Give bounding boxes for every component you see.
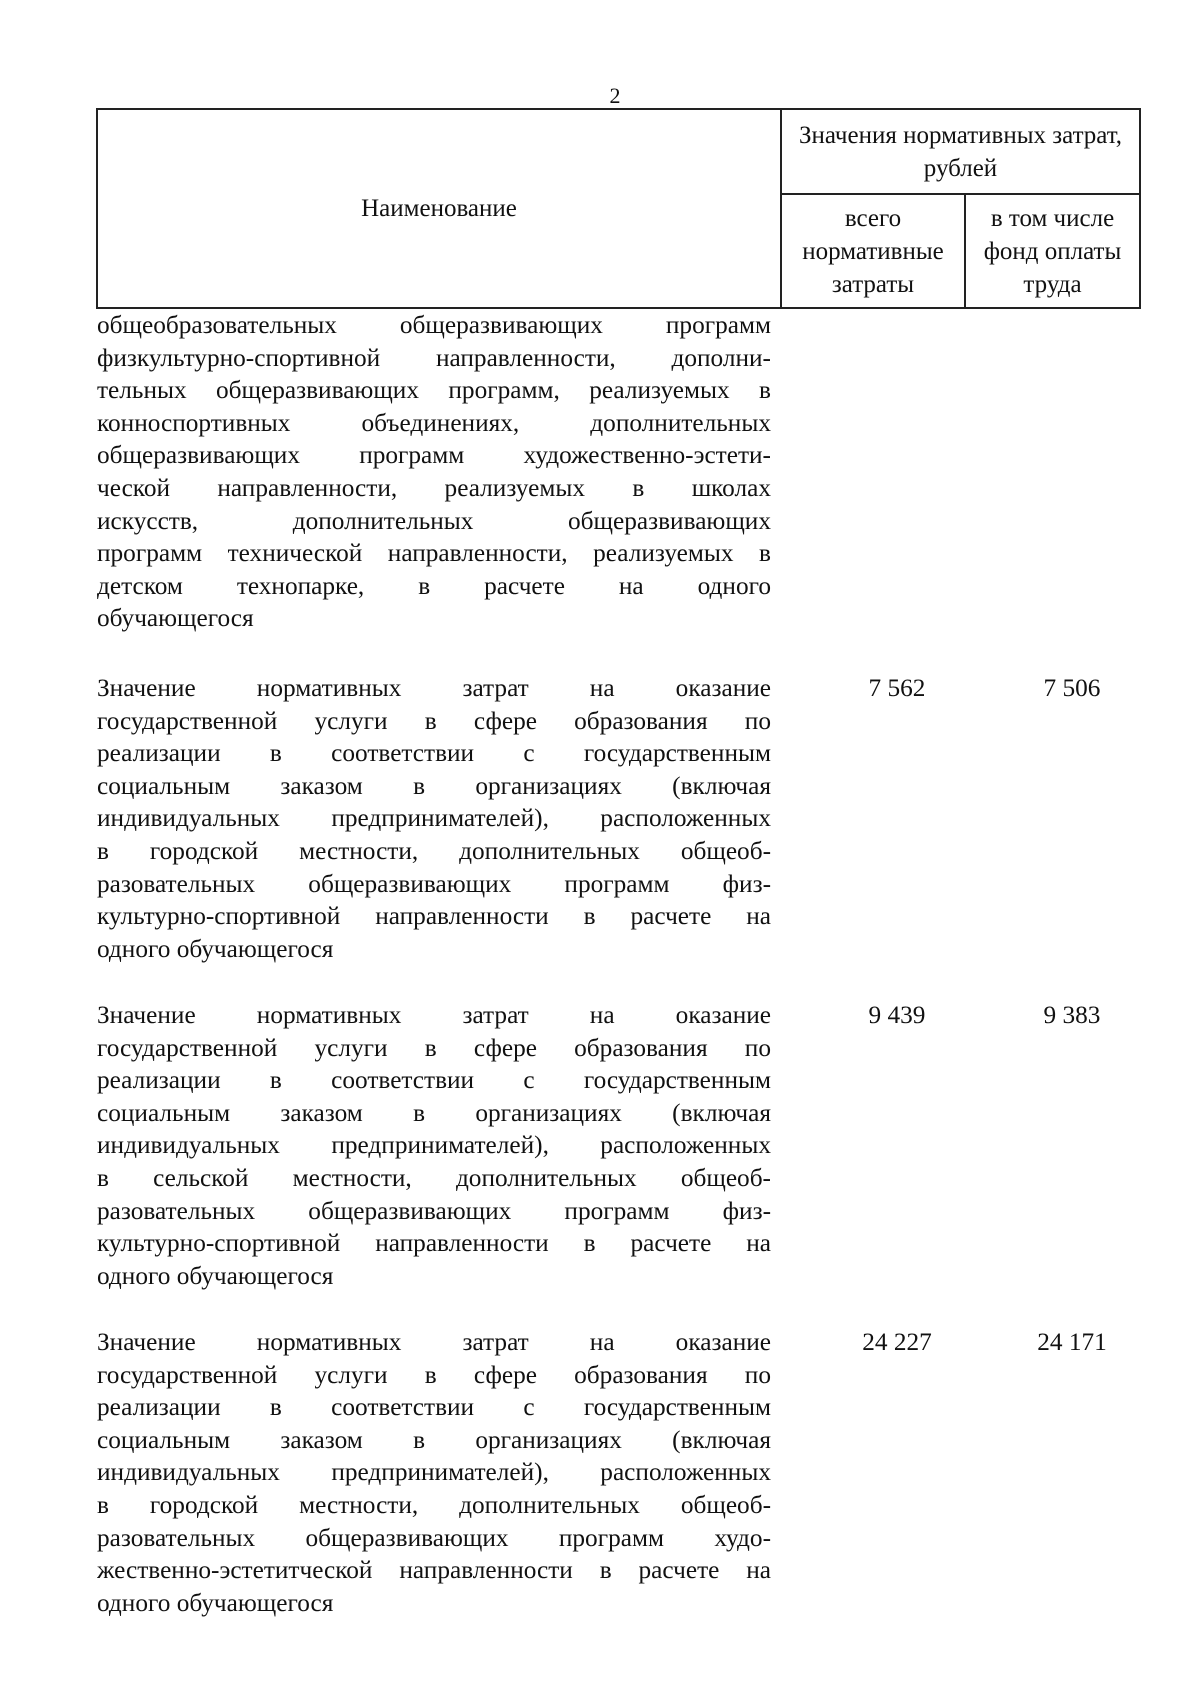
row-name-line: разовательных общеразвивающих программ худо- xyxy=(97,1523,771,1552)
row-name-line: Значение нормативных затрат на оказание xyxy=(97,674,771,702)
row-name xyxy=(97,309,771,635)
row-name xyxy=(97,672,771,965)
row-name-line: искусств, дополнительных общеразвивающих xyxy=(97,506,771,535)
row-name-line: одного обучающегося xyxy=(97,1261,334,1290)
row-name xyxy=(97,999,771,1292)
row-name-line: реализации в соответствии с государственным xyxy=(97,739,771,768)
row-name-line: в городской местности, дополнительных общеоб- xyxy=(97,836,771,865)
table-row xyxy=(97,1326,1197,1619)
row-name-line: одного обучающегося xyxy=(97,1588,334,1617)
row-name-line: государственной услуги в сфере образования по xyxy=(97,1360,771,1389)
row-name-line: социальным заказом в организациях (включая xyxy=(97,1098,771,1127)
row-name-line: разовательных общеразвивающих программ физ- xyxy=(97,1196,771,1225)
row-name-line: программ технической направленности, реализуемых в xyxy=(97,539,771,568)
table-header xyxy=(96,108,1141,309)
column-group-header: Значения нормативных затрат, рублей xyxy=(781,109,1140,194)
row-name-line: жественно-эстетитческой направленности в расчете на xyxy=(97,1556,771,1585)
row-name-line: разовательных общеразвивающих программ физ- xyxy=(97,869,771,898)
row-value-total: 9 439 xyxy=(868,1001,926,1029)
row-name-line: реализации в соответствии с государственным xyxy=(97,1066,771,1095)
row-name-line: в городской местности, дополнительных общеоб- xyxy=(97,1490,771,1519)
row-value-fund: 9 383 xyxy=(1043,1001,1101,1029)
row-name-line: общеобразовательных общеразвивающих программ xyxy=(97,311,771,339)
row-name-line: государственной услуги в сфере образования по xyxy=(97,706,771,735)
column-header-total: всего нормативные затраты xyxy=(781,194,965,308)
row-name-line: в сельской местности, дополнительных общеоб- xyxy=(97,1163,771,1192)
row-name-line: культурно-спортивной направленности в расчете на xyxy=(97,902,771,931)
row-name-line: индивидуальных предпринимателей), расположенных xyxy=(97,1131,771,1160)
table-row xyxy=(97,672,1197,965)
row-name-line: физкультурно-спортивной направленности, дополни- xyxy=(97,343,771,372)
row-name-line: Значение нормативных затрат на оказание xyxy=(97,1001,771,1029)
table-row xyxy=(97,309,1197,635)
row-name-line: одного обучающегося xyxy=(97,934,334,963)
column-header-name: Наименование xyxy=(97,109,781,308)
row-value-total: 7 562 xyxy=(868,674,926,702)
row-name-line: социальным заказом в организациях (включая xyxy=(97,1425,771,1454)
row-value-total: 24 227 xyxy=(862,1328,932,1356)
row-name xyxy=(97,1326,771,1619)
row-name-line: тельных общеразвивающих программ, реализуемых в xyxy=(97,376,771,405)
row-name-line: ческой направленности, реализуемых в школах xyxy=(97,473,771,502)
row-name-line: индивидуальных предпринимателей), расположенных xyxy=(97,804,771,833)
row-name-line: реализации в соответствии с государственным xyxy=(97,1393,771,1422)
row-value-fund: 7 506 xyxy=(1043,674,1101,702)
row-name-line: конноспортивных объединениях, дополнительных xyxy=(97,408,771,437)
table-row xyxy=(97,999,1197,1292)
row-name-line: обучающегося xyxy=(97,604,254,633)
row-name-line: культурно-спортивной направленности в расчете на xyxy=(97,1229,771,1258)
column-header-fund: в том числе фонд оплаты труда xyxy=(965,194,1140,308)
row-value-fund: 24 171 xyxy=(1037,1328,1107,1356)
row-name-line: социальным заказом в организациях (включая xyxy=(97,771,771,800)
page-number: 2 xyxy=(609,83,621,108)
row-name-line: Значение нормативных затрат на оказание xyxy=(97,1328,771,1356)
row-name-line: детском технопарке, в расчете на одного xyxy=(97,571,771,600)
row-name-line: общеразвивающих программ художественно-эстети- xyxy=(97,441,771,470)
row-name-line: индивидуальных предпринимателей), расположенных xyxy=(97,1458,771,1487)
row-name-line: государственной услуги в сфере образования по xyxy=(97,1033,771,1062)
